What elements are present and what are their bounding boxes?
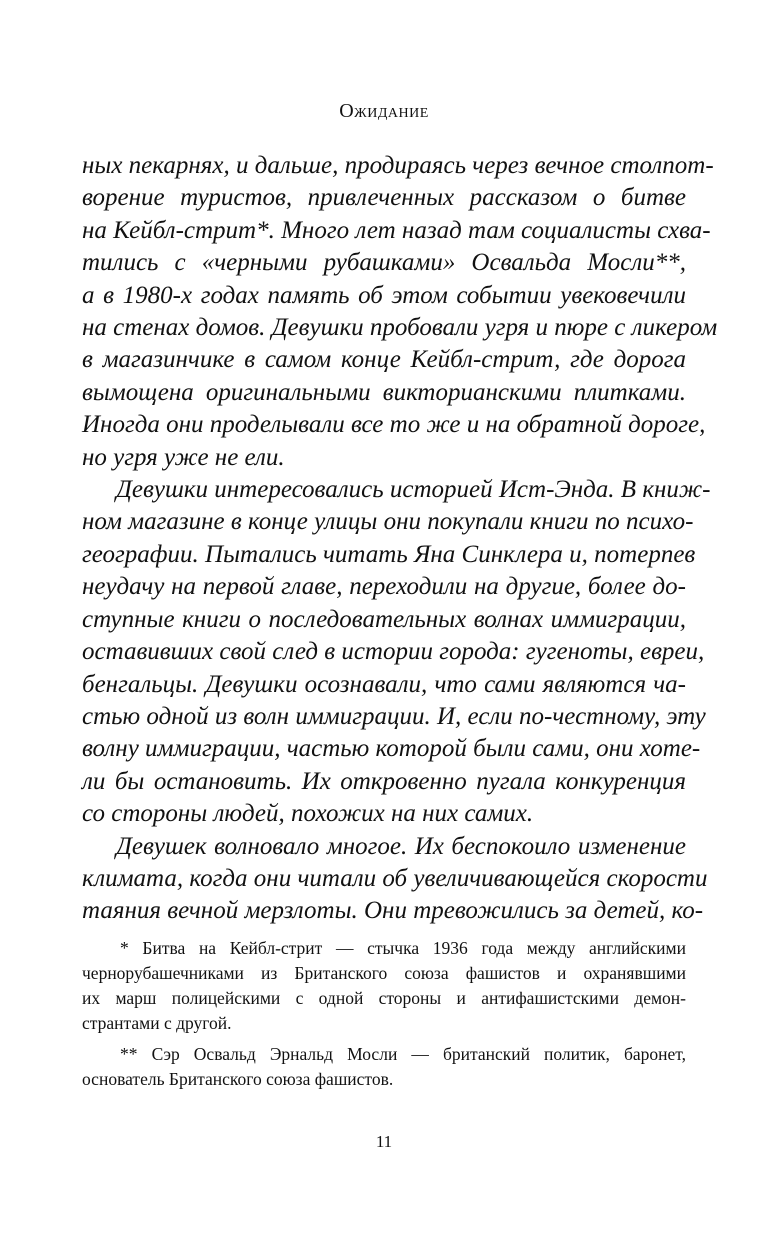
paragraph-3 bbox=[82, 831, 708, 928]
text-line: географии. Пытались читать Яна Синклера и, потерпев bbox=[82, 540, 696, 568]
text-line: на Кейбл-стрит*. Много лет назад там социалисты схва- bbox=[82, 216, 711, 244]
text-line: ном магазине в конце улицы они покупали книги по психо- bbox=[82, 508, 694, 536]
text-line: оставивших свой след в истории города: гугеноты, евреи, bbox=[82, 638, 705, 666]
text-line: бенгальцы. Девушки осознавали, что сами являются ча- bbox=[82, 670, 686, 698]
paragraph-1 bbox=[82, 150, 718, 474]
text-line: а в 1980-х годах память об этом событии увековечили bbox=[82, 281, 686, 309]
text-line: ворение туристов, привлеченных рассказом о битве bbox=[82, 184, 686, 212]
footnote-line: ** Сэр Освальд Эрнальд Мосли — британский политик, баронет, bbox=[120, 1044, 686, 1064]
text-line: Девушек волновало многое. Их беспокоило изменение bbox=[116, 832, 686, 860]
paragraph-2 bbox=[82, 474, 711, 830]
text-line: со стороны людей, похожих на них самих. bbox=[82, 800, 534, 828]
footnotes bbox=[82, 936, 686, 1092]
footnote-line: * Битва на Кейбл-стрит — стычка 1936 года между английскими bbox=[120, 938, 686, 958]
text-line: неудачу на первой главе, переходили на другие, более до- bbox=[82, 573, 686, 601]
text-line: Иногда они проделывали все то же и на обратной дороге, bbox=[82, 411, 706, 439]
text-line: на стенах домов. Девушки пробовали угря и пюре с ликером bbox=[82, 314, 718, 342]
text-line: но угря уже не ели. bbox=[82, 443, 285, 471]
page-number: 11 bbox=[375, 1132, 393, 1151]
footnote-2 bbox=[82, 1042, 686, 1092]
text-line: тились с «черными рубашками» Освальда Мосли**, bbox=[82, 249, 686, 277]
text-line: волну иммиграции, частью которой были сами, они хоте- bbox=[82, 735, 701, 763]
text-line: ступные книги о последовательных волнах иммиграции, bbox=[82, 605, 686, 633]
text-line: вымощена оригинальными викторианскими плитками. bbox=[82, 378, 686, 406]
text-line: ли бы остановить. Их откровенно пугала конкуренция bbox=[82, 767, 686, 795]
footnote-line: их марш полицейскими с одной стороны и антифашистскими демон- bbox=[82, 988, 686, 1008]
footnote-line: странтами с другой. bbox=[82, 1013, 232, 1033]
footnote-line: чернорубашечниками из Британского союза фашистов и охранявшими bbox=[82, 963, 686, 983]
footnote-line: основатель Британского союза фашистов. bbox=[82, 1069, 394, 1089]
text-line: климата, когда они читали об увеличивающейся скорости bbox=[82, 864, 708, 892]
text-line: таяния вечной мерзлоты. Они тревожились за детей, ко- bbox=[82, 897, 704, 925]
text-line: в магазинчике в самом конце Кейбл-стрит, где дорога bbox=[82, 346, 686, 374]
text-line: стью одной из волн иммиграции. И, если по-честному, эту bbox=[82, 702, 706, 730]
footnote-1 bbox=[82, 936, 686, 1036]
main-text bbox=[82, 150, 718, 928]
text-line: Девушки интересовались историей Ист-Энда. В книж- bbox=[116, 476, 711, 504]
text-line: ных пекарнях, и дальше, продираясь через вечное столпот- bbox=[82, 152, 714, 179]
running-head: Ожидание bbox=[339, 100, 429, 122]
